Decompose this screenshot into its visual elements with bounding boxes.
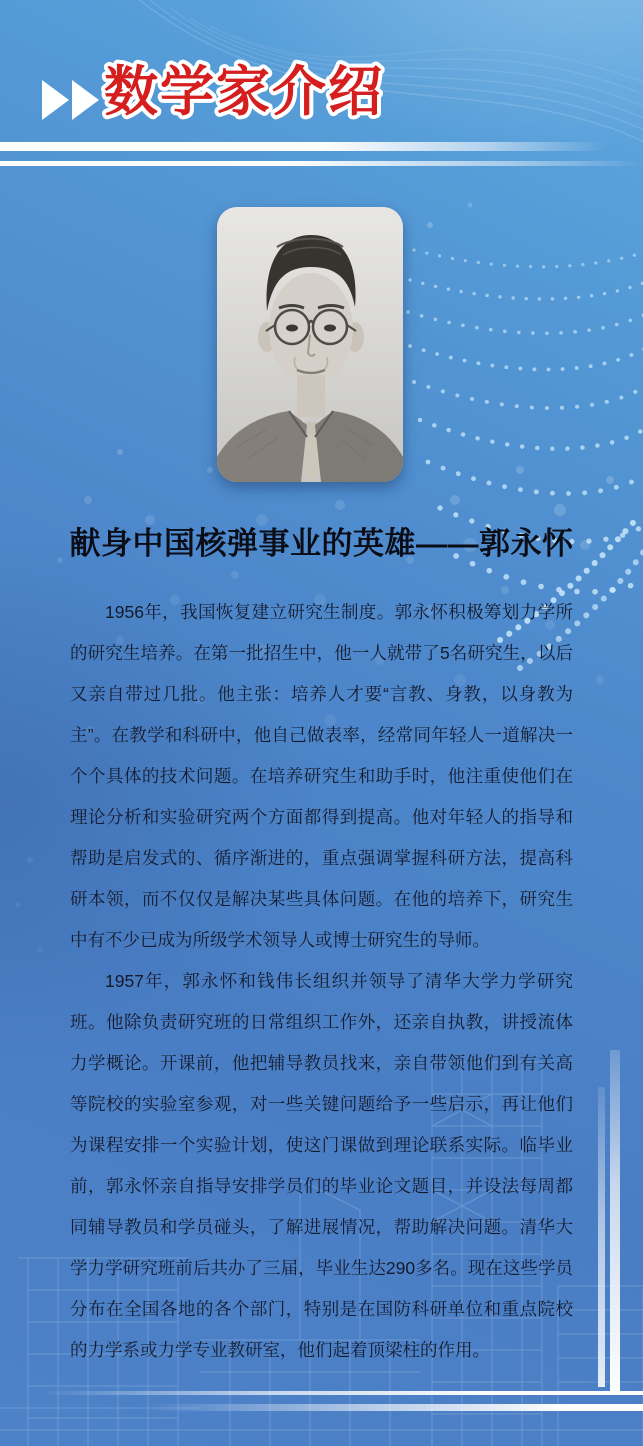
article-paragraph-2: 1957年，郭永怀和钱伟长组织并领导了清华大学力学研究班。他除负责研究班的日常组织工作外，还亲自执教，讲授流体力学概论。开课前，他把辅导教员找来，亲自带领他们到有关高等院校的实验室参观，对一些关键问题给予一些启示，再让他们为课程安排一个实验计划，使这门课做到理论联系实际。临毕业前，郭永怀亲自指导安排学员们的毕业论文题目，并设法每周都同辅导教员和学员碰头，了解进展情况，帮助解决问题。清华大学力学研究班前后共办了三届，毕业生达290多名。现在这些学员分布在全国各地的各个部门，特别是在国防科研单位和重点院校的力学系或力学专业教研室，他们起着顶梁柱的作用。 [70,971,573,1360]
vertical-accent-line-thick [610,1050,620,1395]
double-right-arrow-icon [42,79,102,123]
page-title: 数学家介绍 [104,62,384,122]
portrait-photo [217,207,403,482]
footer-divider-thick [150,1404,643,1411]
article-paragraph-1: 1956年，我国恢复建立研究生制度。郭永怀积极筹划力学所的研究生培养。在第一批招生中，他一人就带了5名研究生，以后又亲自带过几批。他主张：培养人才要“言教、身教，以身教为主”。在教学和科研中，他自己做表率，经常同年轻人一道解决一个个具体的技术问题。在培养研究生和助手时，他注重使他们在理论分析和实验研究两个方面都得到提高。他对年轻人的指导和帮助是启发式的、循序渐进的，重点强调掌握科研方法，提高科研本领，而不仅仅是解决某些具体问题。在他的培养下，研究生中有不少已成为所级学术领导人或博士研究生的导师。 [70,602,573,950]
vertical-accent-line-thin [598,1087,605,1387]
page-title-art [96,36,476,140]
article-body [70,592,573,1371]
article-heading: 献身中国核弹事业的英雄——郭永怀 [69,526,574,561]
footer-divider-thin [40,1391,643,1395]
header-divider-thick [0,142,620,151]
guo-yonghuai-portrait-illustration [217,207,403,482]
header-divider-thin [0,161,643,166]
